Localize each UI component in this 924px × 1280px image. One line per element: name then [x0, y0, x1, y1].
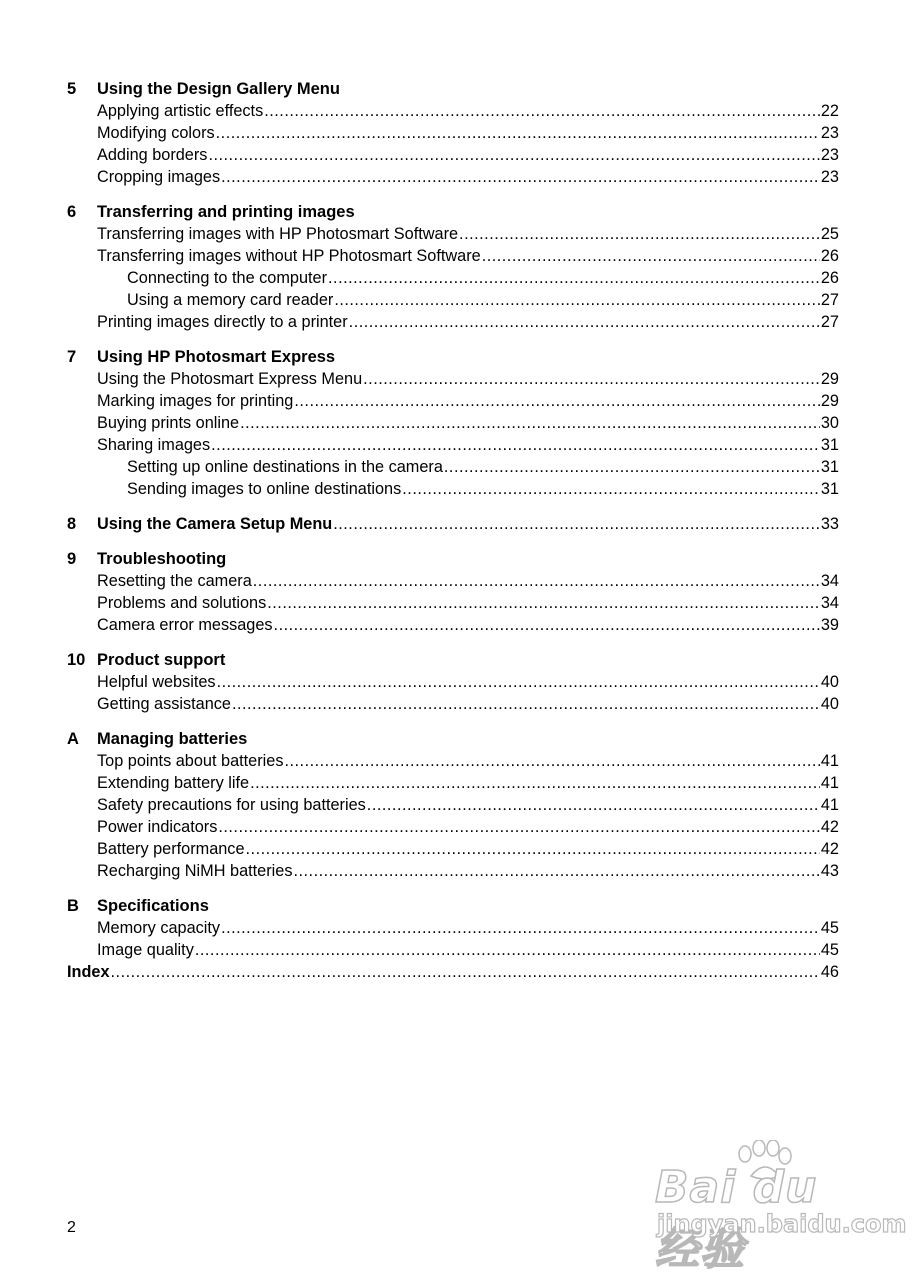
toc-entry[interactable]	[67, 289, 839, 311]
entry-title: Memory capacity	[97, 919, 221, 937]
toc-entry[interactable]	[67, 122, 839, 144]
toc-section	[67, 895, 839, 961]
page-ref: 30	[820, 414, 839, 432]
toc-entry[interactable]	[67, 917, 839, 939]
toc-entry[interactable]	[67, 144, 839, 166]
toc-entry[interactable]	[67, 772, 839, 794]
toc-index-link[interactable]	[67, 961, 839, 983]
chapter-heading	[67, 78, 839, 100]
index-title: Index	[67, 963, 110, 981]
chapter-number: 7	[67, 348, 77, 366]
entry-title: Helpful websites	[97, 673, 216, 691]
entry-title: Battery performance	[97, 840, 245, 858]
chapter-title: Troubleshooting	[97, 550, 227, 568]
toc-section	[67, 649, 839, 715]
page-ref: 42	[820, 840, 839, 858]
toc-section	[67, 548, 839, 636]
entry-title: Modifying colors	[97, 124, 215, 142]
dot-leader	[267, 592, 820, 614]
dot-leader	[232, 693, 820, 715]
page-ref: 27	[820, 313, 839, 331]
toc-entry[interactable]	[67, 100, 839, 122]
toc-entry[interactable]	[67, 223, 839, 245]
page-ref: 39	[820, 616, 839, 634]
chapter-heading	[67, 728, 839, 750]
chapter-heading	[67, 346, 839, 368]
chapter-number: A	[67, 730, 79, 748]
dot-leader	[250, 772, 820, 794]
toc-section	[67, 513, 839, 535]
page-ref: 34	[820, 594, 839, 612]
toc-entry[interactable]	[67, 245, 839, 267]
entry-title: Applying artistic effects	[97, 102, 264, 120]
baidu-jingyan-watermark	[655, 1140, 907, 1275]
page-ref: 41	[820, 752, 839, 770]
dot-leader	[328, 267, 820, 289]
page-ref: 26	[820, 247, 839, 265]
toc-entry[interactable]	[67, 838, 839, 860]
page-ref: 42	[820, 818, 839, 836]
entry-title: Buying prints online	[97, 414, 240, 432]
page-ref: 34	[820, 572, 839, 590]
entry-title: Camera error messages	[97, 616, 273, 634]
chapter-number: 8	[67, 515, 77, 533]
entry-title: Getting assistance	[97, 695, 231, 713]
entry-title: Connecting to the computer	[127, 269, 328, 287]
dot-leader	[253, 570, 820, 592]
dot-leader	[444, 456, 820, 478]
chapter-number: 5	[67, 80, 77, 98]
dot-leader	[334, 289, 820, 311]
entry-title: Top points about batteries	[97, 752, 284, 770]
dot-leader	[333, 513, 820, 535]
dot-leader	[482, 245, 820, 267]
page-ref: 23	[820, 124, 839, 142]
page-ref: 45	[820, 919, 839, 937]
entry-title: Printing images directly to a printer	[97, 313, 348, 331]
entry-title: Sending images to online destinations	[127, 480, 402, 498]
dot-leader	[221, 166, 820, 188]
page-ref: 45	[820, 941, 839, 959]
page-ref: 43	[820, 862, 839, 880]
watermark-url: jingyan.baidu.com	[657, 1210, 907, 1238]
chapter-title: Using the Design Gallery Menu	[97, 80, 340, 98]
watermark-logo-text: Bai du 经验	[655, 1162, 818, 1275]
entry-title: Marking images for printing	[97, 392, 294, 410]
page-ref: 29	[820, 370, 839, 388]
page-ref: 40	[820, 695, 839, 713]
chapter-heading	[67, 548, 839, 570]
chapter-number: 9	[67, 550, 77, 568]
toc-entry[interactable]	[67, 816, 839, 838]
chapter-title: Transferring and printing images	[97, 203, 355, 221]
entry-title: Power indicators	[97, 818, 218, 836]
chapter-title: Specifications	[97, 897, 209, 915]
page-ref: 23	[820, 146, 839, 164]
table-of-contents	[67, 78, 839, 983]
page-ref: 31	[820, 480, 839, 498]
dot-leader	[195, 939, 820, 961]
dot-leader	[216, 122, 820, 144]
dot-leader	[217, 671, 820, 693]
chapter-title: Using HP Photosmart Express	[97, 348, 336, 366]
toc-entry[interactable]	[67, 434, 839, 456]
entry-title: Image quality	[97, 941, 194, 959]
page-ref: 41	[820, 796, 839, 814]
toc-entry[interactable]	[67, 671, 839, 693]
toc-entry[interactable]	[67, 368, 839, 390]
page-ref: 46	[820, 963, 839, 981]
toc-entry[interactable]	[67, 478, 839, 500]
toc-entry[interactable]	[67, 750, 839, 772]
dot-leader	[221, 917, 820, 939]
chapter-number: 10	[67, 651, 86, 669]
dot-leader	[363, 368, 820, 390]
toc-entry[interactable]	[67, 267, 839, 289]
dot-leader	[111, 961, 820, 983]
toc-entry[interactable]	[67, 166, 839, 188]
entry-title: Sharing images	[97, 436, 211, 454]
dot-leader	[218, 816, 820, 838]
chapter-heading	[67, 895, 839, 917]
page-ref: 40	[820, 673, 839, 691]
toc-entry[interactable]	[67, 614, 839, 636]
toc-entry[interactable]	[67, 860, 839, 882]
entry-title: Using the Photosmart Express Menu	[97, 370, 363, 388]
entry-title: Adding borders	[97, 146, 208, 164]
chapter-title: Product support	[97, 651, 226, 669]
toc-entry[interactable]	[67, 412, 839, 434]
chapter-title: Using the Camera Setup Menu	[97, 515, 333, 533]
toc-chapter-link[interactable]	[67, 513, 839, 535]
chapter-heading	[67, 201, 839, 223]
dot-leader	[402, 478, 820, 500]
dot-leader	[294, 390, 820, 412]
dot-leader	[240, 412, 820, 434]
toc-section	[67, 201, 839, 333]
toc-entry[interactable]	[67, 939, 839, 961]
chapter-title: Managing batteries	[97, 730, 248, 748]
entry-title: Setting up online destinations in the camera	[127, 458, 443, 476]
dot-leader	[211, 434, 820, 456]
page-ref: 22	[820, 102, 839, 120]
toc-entry[interactable]	[67, 390, 839, 412]
page-ref: 31	[820, 458, 839, 476]
entry-title: Cropping images	[97, 168, 221, 186]
entry-title: Transferring images without HP Photosmart Software	[97, 247, 481, 265]
page-ref: 23	[820, 168, 839, 186]
chapter-number: 6	[67, 203, 77, 221]
dot-leader	[459, 223, 820, 245]
toc-entry[interactable]	[67, 592, 839, 614]
page-number: 2	[67, 1219, 76, 1236]
page-ref: 41	[820, 774, 839, 792]
entry-title: Extending battery life	[97, 774, 250, 792]
dot-leader	[293, 860, 819, 882]
toc-entry[interactable]	[67, 693, 839, 715]
page-ref: 31	[820, 436, 839, 454]
entry-title: Problems and solutions	[97, 594, 267, 612]
dot-leader	[246, 838, 820, 860]
dot-leader	[264, 100, 820, 122]
entry-title: Recharging NiMH batteries	[97, 862, 293, 880]
toc-section	[67, 728, 839, 882]
page-ref: 27	[820, 291, 839, 309]
toc-section	[67, 346, 839, 500]
entry-title: Using a memory card reader	[127, 291, 334, 309]
entry-title: Safety precautions for using batteries	[97, 796, 366, 814]
toc-entry[interactable]	[67, 570, 839, 592]
chapter-heading	[67, 649, 839, 671]
toc-entry[interactable]	[67, 311, 839, 333]
chapter-number: B	[67, 897, 79, 915]
entry-title: Transferring images with HP Photosmart Software	[97, 225, 459, 243]
toc-section	[67, 78, 839, 188]
dot-leader	[274, 614, 820, 636]
dot-leader	[367, 794, 820, 816]
page-ref: 26	[820, 269, 839, 287]
page-ref: 25	[820, 225, 839, 243]
toc-entry[interactable]	[67, 794, 839, 816]
dot-leader	[349, 311, 820, 333]
dot-leader	[208, 144, 819, 166]
page-ref: 29	[820, 392, 839, 410]
dot-leader	[284, 750, 819, 772]
entry-title: Resetting the camera	[97, 572, 252, 590]
toc-entry[interactable]	[67, 456, 839, 478]
page-ref: 33	[820, 515, 839, 533]
